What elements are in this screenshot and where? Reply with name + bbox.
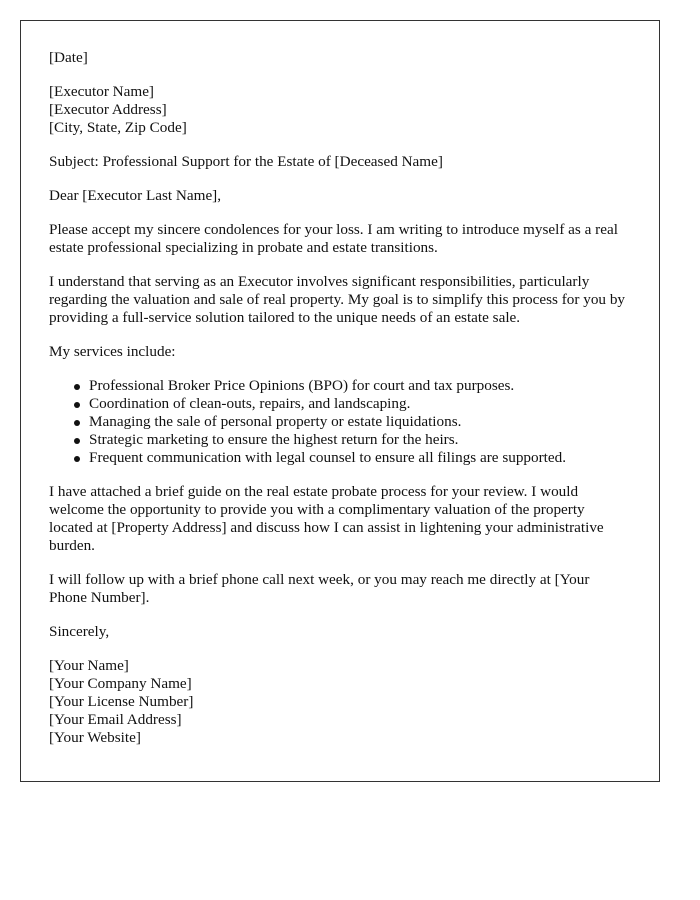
body-paragraph-condolences: Please accept my sincere condolences for your loss. I am writing to introduce myself as a real estate professional specializing in probate and estate transitions. xyxy=(49,221,618,256)
bullet-icon xyxy=(74,438,80,444)
letter-page xyxy=(20,20,660,782)
list-item xyxy=(89,395,631,413)
bullet-icon xyxy=(74,402,80,408)
list-item xyxy=(89,377,631,395)
sender-company: [Your Company Name] xyxy=(49,675,192,692)
sender-email: [Your Email Address] xyxy=(49,711,182,728)
executor-name: [Executor Name] xyxy=(49,83,154,100)
salutation: Dear [Executor Last Name], xyxy=(49,187,222,204)
sender-name: [Your Name] xyxy=(49,657,129,674)
service-text: Frequent communication with legal counsel to ensure all filings are supported. xyxy=(89,449,567,466)
city-state-zip: [City, State, Zip Code] xyxy=(49,119,187,136)
signature-block xyxy=(49,657,631,747)
recipient-address-block xyxy=(49,83,631,137)
date: [Date] xyxy=(49,49,88,66)
list-item xyxy=(89,431,631,449)
closing: Sincerely, xyxy=(49,623,110,640)
bullet-icon xyxy=(74,384,80,390)
services-intro: My services include: xyxy=(49,343,176,360)
service-text: Coordination of clean-outs, repairs, and landscaping. xyxy=(89,395,411,412)
executor-address: [Executor Address] xyxy=(49,101,167,118)
body-paragraph-responsibilities: I understand that serving as an Executor involves significant responsibilities, particularly regarding the valuation and sale of real property. My goal is to simplify this process for you by providing a full-service solution tailored to the unique needs of an estate sale. xyxy=(49,273,626,326)
bullet-icon xyxy=(74,456,80,462)
body-paragraph-guide: I have attached a brief guide on the real estate probate process for your review. I would welcome the opportunity to provide you with a complimentary valuation of the property located at [Property Address] and discuss how I can assist in lightening your administrative burden. xyxy=(49,483,604,554)
list-item xyxy=(89,449,631,467)
body-paragraph-follow-up: I will follow up with a brief phone call next week, or you may reach me directly at [Your Phone Number]. xyxy=(49,571,590,606)
list-item xyxy=(89,413,631,431)
date-line xyxy=(49,49,631,67)
service-text: Strategic marketing to ensure the highest return for the heirs. xyxy=(89,431,459,448)
service-text: Professional Broker Price Opinions (BPO) for court and tax purposes. xyxy=(89,377,515,394)
sender-website: [Your Website] xyxy=(49,729,141,746)
subject-line: Subject: Professional Support for the Estate of [Deceased Name] xyxy=(49,153,443,170)
services-list xyxy=(49,377,631,467)
bullet-icon xyxy=(74,420,80,426)
sender-license: [Your License Number] xyxy=(49,693,194,710)
service-text: Managing the sale of personal property or estate liquidations. xyxy=(89,413,462,430)
